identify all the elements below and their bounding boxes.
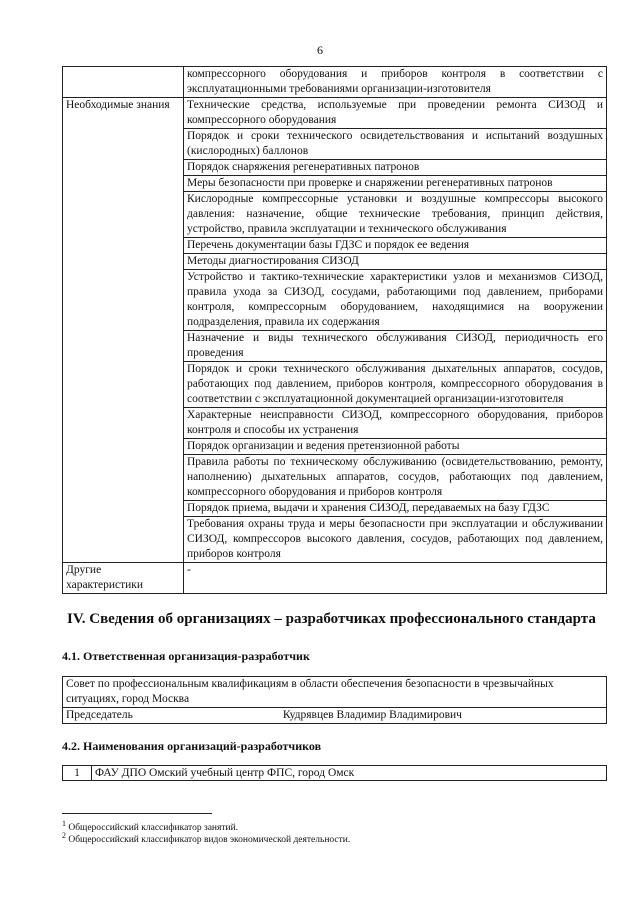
knowledge-table [62,66,607,594]
table-row [63,677,607,708]
developer-name: ФАУ ДПО Омский учебный центр ФПС, город Омск [92,766,607,781]
developers-table [62,765,607,781]
row-text: Порядок и сроки технического обслуживания дыхательных аппаратов, сосудов, работающих под давлением, приборов контроля, компрессорного оборудования в соответствии с эксплуатационной документацией организации-изготовителя [184,362,607,408]
row-text: Правила работы по техническому обслуживанию (освидетельствованию, ремонту, наполнению) дыхательных аппаратов, сосудов, работающих под давлением, компрессорного оборудования и приборов контроля [184,455,607,501]
row-text: Порядок организации и ведения претензионной работы [184,439,607,455]
section-heading: IV. Сведения об организациях – разработчиках профессионального стандарта [67,611,596,627]
footnote-mark: 1 [62,819,66,828]
page-number: 6 [317,43,323,57]
footnote-text: Общероссийский классификатор видов экономической деятельности. [65,835,351,846]
chair-title: Председатель [66,709,133,721]
footnote [62,831,350,845]
row-text: Устройство и тактико-технические характеристики узлов и механизмов СИЗОД, правила ухода за СИЗОД, сосудами, работающими под давлением, приборами контроля, компрессорным оборудованием, находящимися на вооружении подразделения, правила их содержания [184,270,607,331]
row-text: Порядок приема, выдачи и хранения СИЗОД, передаваемых на базу ГДЗС [184,501,607,517]
row-text: Меры безопасности при проверке и снаряжении регенеративных патронов [184,176,607,192]
responsible-org-name: Совет по профессиональным квалификациям в области обеспечения безопасности в чрезвычайных ситуациях, город Москва [63,677,607,708]
table-row [63,563,607,594]
table-row [63,98,607,129]
table-row [63,708,607,724]
footnote-mark: 2 [62,831,66,840]
table-row [63,766,607,781]
footnote-text: Общероссийский классификатор занятий. [65,823,239,834]
row-text: - [184,563,607,594]
chair-name: Кудрявцев Владимир Владимирович [282,709,462,721]
row-label: Другие характеристики [63,563,184,594]
row-text: Порядок снаряжения регенеративных патронов [184,160,607,176]
row-text: компрессорного оборудования и приборов контроля в соответствии с эксплуатационными требованиями организации-изготовителя [184,67,607,98]
row-text: Требования охраны труда и меры безопасности при эксплуатации и обслуживании СИЗОД, компрессоров высокого давления, сосудов, работающих под давлением, приборов контроля [184,517,607,563]
row-text: Перечень документации базы ГДЗС и порядок ее ведения [184,238,607,254]
row-text: Назначение и виды технического обслуживания СИЗОД, периодичность его проведения [184,331,607,362]
subsection-heading-developers: 4.2. Наименования организаций-разработчиков [62,739,322,753]
row-text: Кислородные компрессорные установки и воздушные компрессоры высокого давления: назначение, общие технические требования, принцип действия, устройство, правила эксплуатации и технического обслуживания [184,192,607,238]
row-label: Необходимые знания [63,98,184,563]
responsible-org-table [62,676,607,724]
row-text: Методы диагностирования СИЗОД [184,254,607,270]
row-text: Порядок и сроки технического освидетельствования и испытаний воздушных (кислородных) баллонов [184,129,607,160]
chair-row [63,708,607,724]
row-text: Характерные неисправности СИЗОД, компрессорного оборудования, приборов контроля и способы их устранения [184,408,607,439]
row-text: Технические средства, используемые при проведении ремонта СИЗОД и компрессорного оборудования [184,98,607,129]
row-label [63,67,184,98]
footnote-divider [62,813,212,814]
subsection-heading-responsible: 4.1. Ответственная организация-разработчик [62,649,310,663]
developer-number: 1 [63,766,92,781]
table-row [63,67,607,98]
